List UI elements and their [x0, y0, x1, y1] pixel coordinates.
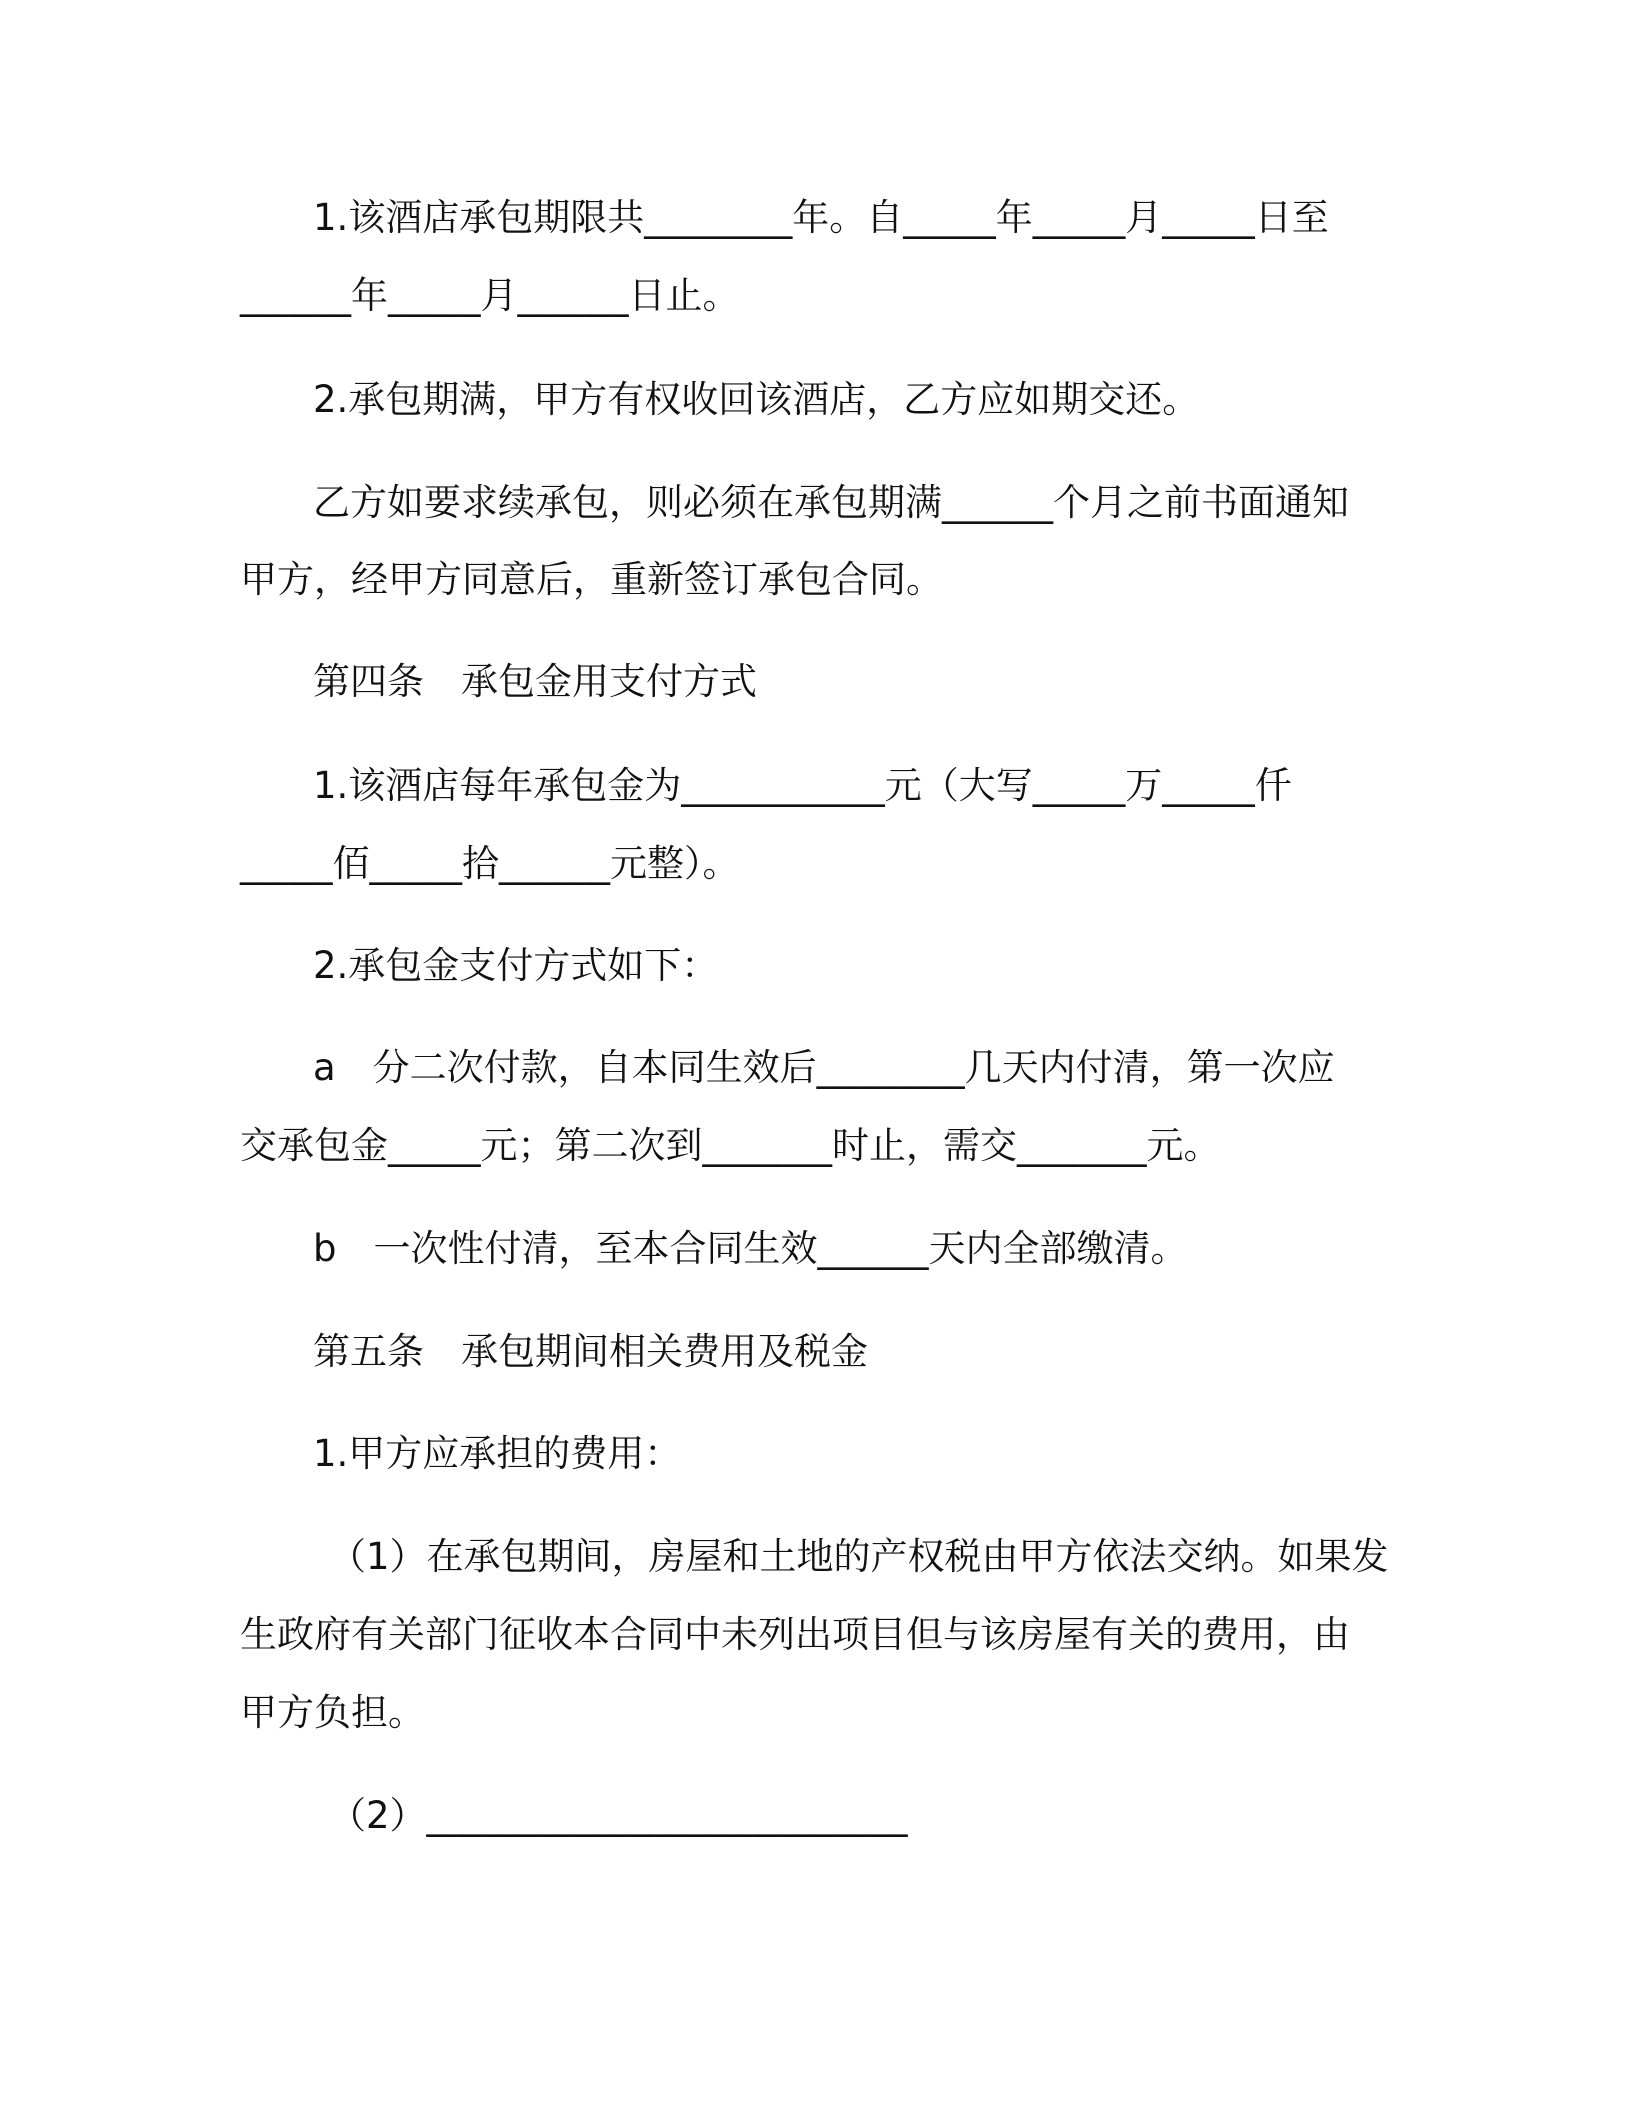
- clause-payment-method: 2.承包金支付方式如下：: [313, 944, 719, 987]
- clause-term-length: 1.该酒店承包期限共________年。自_____年_____月_____日至: [313, 196, 1329, 239]
- clause-option-a-cont: 交承包金_____元；第二次到_______时止，需交_______元。: [240, 1124, 1221, 1167]
- clause-item-1-end: 甲方负担。: [240, 1691, 425, 1734]
- clause-option-b: b 一次性付清，至本合同生效______天内全部缴清。: [313, 1227, 1188, 1270]
- clause-option-a: a 分二次付款，自本同生效后________几天内付清，第一次应: [313, 1046, 1335, 1089]
- clause-renewal: 乙方如要求续承包，则必须在承包期满______个月之前书面通知: [313, 481, 1349, 524]
- article-five-heading: 第五条 承包期间相关费用及税金: [313, 1330, 868, 1373]
- clause-item-1-cont: 生政府有关部门征收本合同中未列出项目但与该房屋有关的费用，由: [240, 1613, 1350, 1656]
- clause-party-a-fees: 1.甲方应承担的费用：: [313, 1432, 682, 1475]
- clause-item-2: （2）__________________________: [329, 1794, 908, 1837]
- clause-item-1: （1）在承包期间，房屋和土地的产权税由甲方依法交纳。如果发: [329, 1535, 1389, 1578]
- clause-annual-fee-cont: _____佰_____拾______元整）。: [240, 842, 740, 885]
- clause-annual-fee: 1.该酒店每年承包金为___________元（大写_____万_____仟: [313, 764, 1292, 807]
- article-four-heading: 第四条 承包金用支付方式: [313, 660, 757, 703]
- clause-term-expiry: 2.承包期满，甲方有权收回该酒店，乙方应如期交还。: [313, 378, 1200, 421]
- clause-term-end: ______年_____月______日止。: [240, 274, 740, 317]
- clause-renewal-cont: 甲方，经甲方同意后，重新签订承包合同。: [240, 558, 943, 601]
